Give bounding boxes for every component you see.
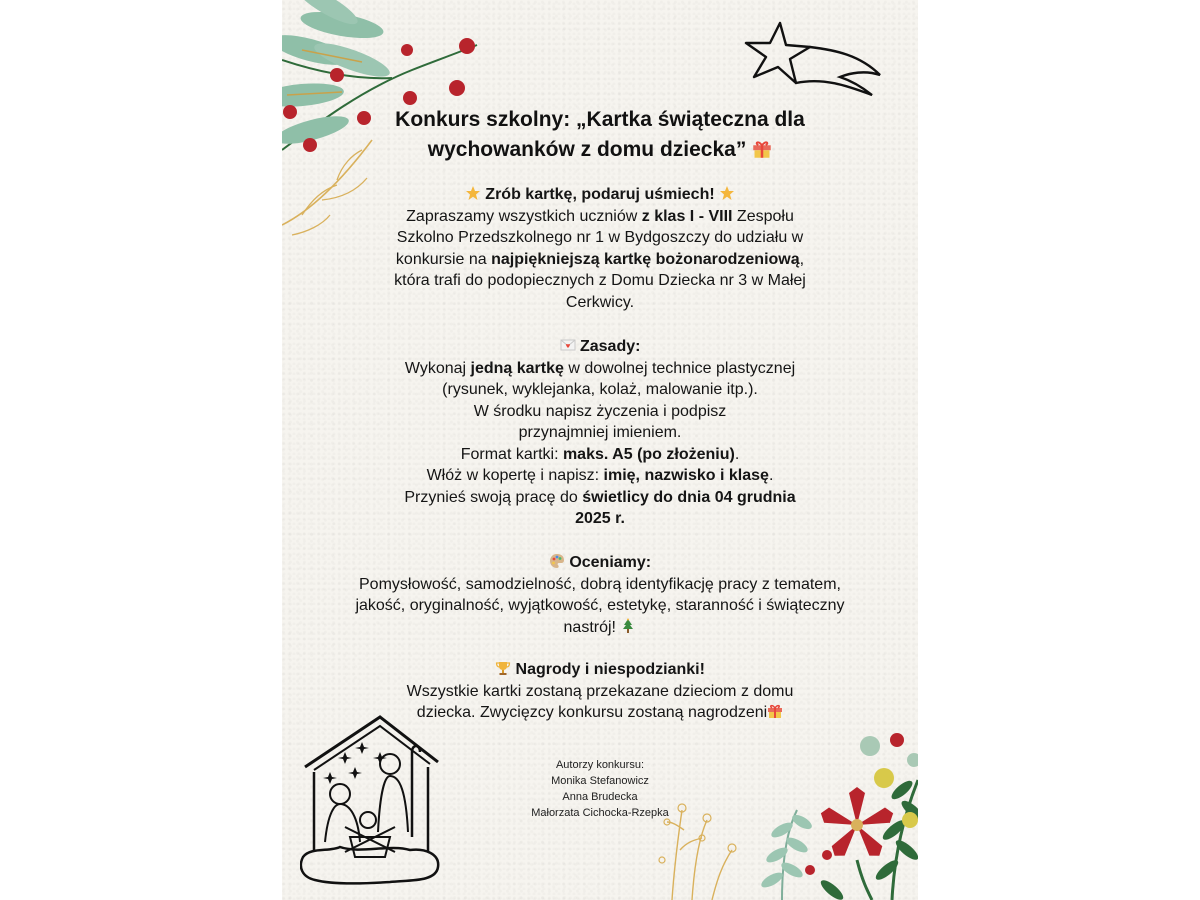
- palette-icon: [549, 553, 565, 569]
- title-line-2: wychowanków z domu dziecka”: [427, 138, 747, 161]
- criteria-heading: Oceniamy:: [569, 554, 652, 571]
- nativity-scene-icon: [300, 712, 442, 887]
- gift-icon: [767, 703, 783, 719]
- prizes-text: Wszystkie kartki zostaną przekazane dzieciom z domu dziecka. Zwycięzcy konkursu zostaną nagrodzeni: [406, 682, 794, 721]
- star-icon: [465, 185, 481, 201]
- prizes-section: [352, 659, 848, 724]
- love-letter-icon: [560, 337, 576, 353]
- rule-1: Wykonaj jedną kartkę w dowolnej technice plastycznej (rysunek, wyklejanka, kolaż, malowanie itp.).: [404, 359, 796, 398]
- intro-heading: Zrób kartkę, podaruj uśmiech!: [485, 186, 715, 203]
- author-name: Małorzata Cichocka-Rzepka: [531, 807, 669, 819]
- rule-4: Włóż w kopertę i napisz: imię, nazwisko i klasę.: [426, 467, 774, 484]
- criteria-section: [352, 552, 848, 638]
- title-line-1: Konkurs szkolny: „Kartka świąteczna dla: [395, 108, 805, 131]
- poster: [282, 0, 918, 900]
- authors-block: [500, 757, 700, 821]
- intro-text: Zapraszamy wszystkich uczniów z klas I - VIII Zespołu Szkolno Przedszkolnego nr 1 w Bydgoszczy do udziału w konkursie na najpiękniejszą kartkę bożonarodzeniową, która trafi do podopiecznych z Domu Dziecka nr 3 w Małej Cerkwicy.: [394, 207, 806, 311]
- author-name: Monika Stefanowicz: [551, 775, 649, 787]
- star-icon: [719, 185, 735, 201]
- criteria-text: Pomysłowość, samodzielność, dobrą identyfikację pracy z tematem, jakość, oryginalność, wyjątkowość, estetykę, staranność i świąteczny nastrój!: [355, 575, 845, 636]
- rule-3: Format kartki: maks. A5 (po złożeniu).: [460, 445, 740, 463]
- prizes-heading: Nagrody i niespodzianki!: [515, 661, 705, 678]
- authors-label: Autorzy konkursu:: [555, 759, 645, 771]
- trophy-icon: [495, 660, 511, 676]
- gift-icon: [752, 139, 772, 159]
- rule-5: Przynieś swoją pracę do świetlicy do dnia 04 grudnia 2025 r.: [404, 488, 796, 527]
- rules-section: [352, 336, 848, 530]
- intro-section: [352, 184, 848, 313]
- rules-heading: Zasady:: [579, 338, 641, 355]
- christmas-tree-icon: [620, 618, 636, 634]
- page-title: [372, 105, 828, 165]
- author-name: Anna Brudecka: [562, 791, 638, 803]
- shooting-star-icon: [740, 15, 890, 105]
- rule-2: W środku napisz życzenia i podpisz przynajmniej imieniem.: [473, 402, 727, 441]
